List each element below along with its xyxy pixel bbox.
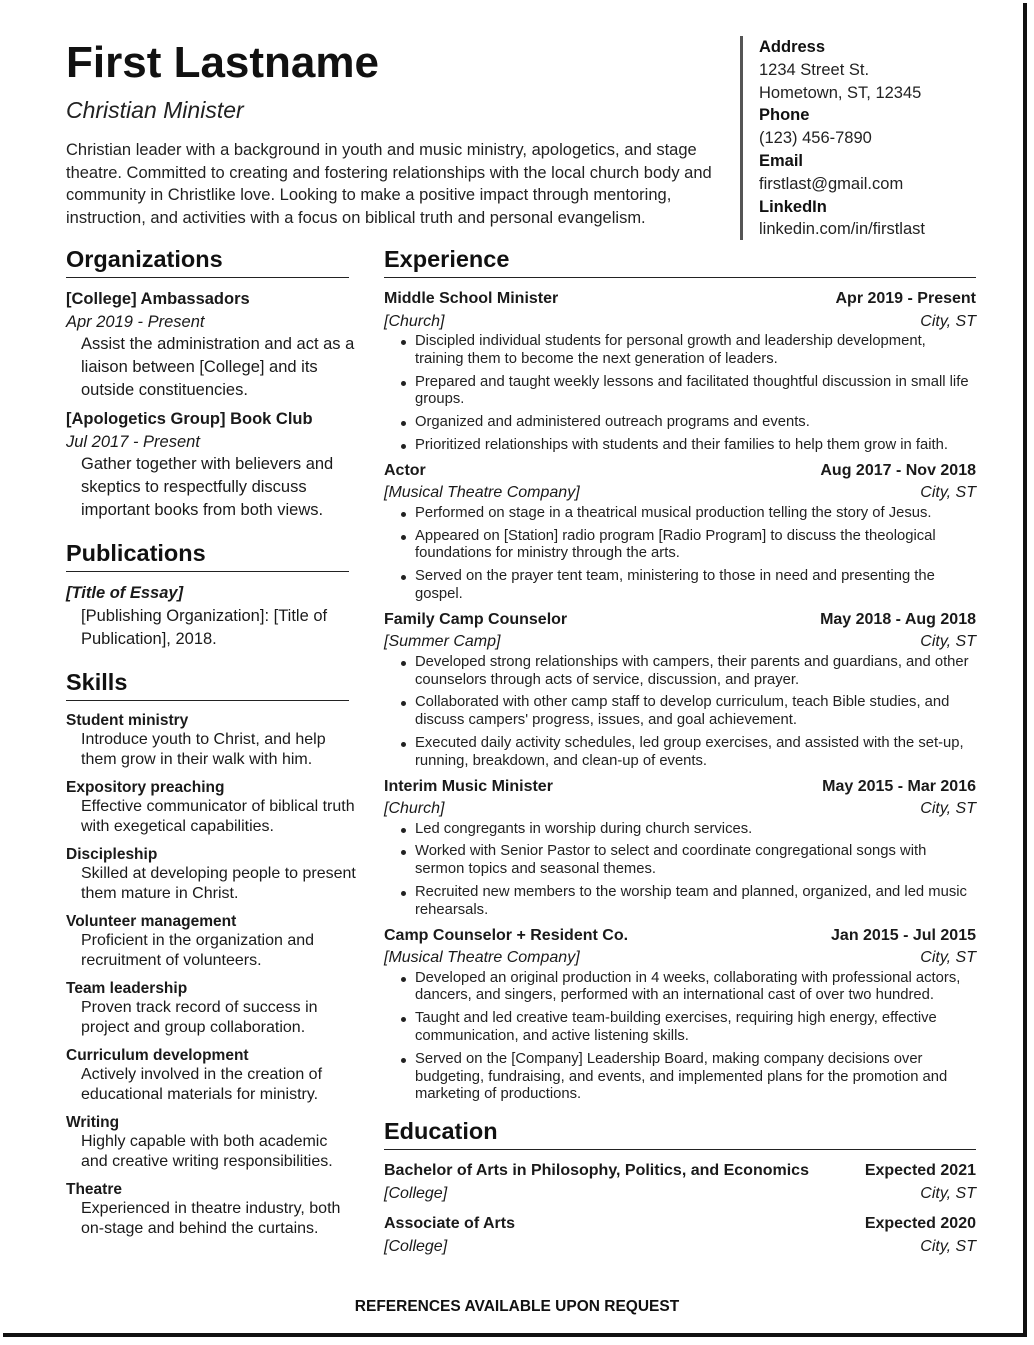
job-bullet: Recruited new members to the worship team and planned, organized, and led music rehearsals.	[415, 884, 976, 920]
candidate-name: First Lastname	[66, 38, 379, 87]
job-dates: Jan 2015 - Jul 2015	[831, 926, 976, 944]
job-title: Camp Counselor + Resident Co.	[384, 926, 629, 944]
publication-item	[66, 582, 356, 651]
job-organization: [Summer Camp]	[384, 633, 501, 651]
experience-heading: Experience	[384, 246, 976, 278]
linkedin-value: linkedin.com/in/firstlast	[759, 220, 925, 239]
organizations-heading: Organizations	[66, 246, 349, 278]
job-location: City, ST	[920, 484, 976, 502]
job-bullet: Taught and led creative team-building exercises, requiring high energy, effective communication, and active listening skills.	[415, 1010, 976, 1046]
skill-desc: Proficient in the organization and recruitment of volunteers.	[81, 931, 315, 969]
address-line-2: Hometown, ST, 12345	[759, 83, 922, 102]
summary: Christian leader with a background in youth and music ministry, apologetics, and stage theatre. Committed to creating and fostering relationships with the local church body and community in Christlike love. Looking to make a positive impact through mentoring, instruction, and activities with a focus on biblical truth and personal evangelism.	[66, 141, 712, 227]
job-entry	[384, 776, 976, 920]
organization-desc: Gather together with believers and skeptics to respectfully discuss important books from both views.	[81, 455, 334, 519]
skill-desc: Skilled at developing people to present them mature in Christ.	[81, 864, 356, 902]
left-column	[66, 246, 356, 1247]
organization-item	[66, 288, 356, 402]
phone-label: Phone	[759, 106, 810, 125]
job-location: City, ST	[920, 800, 976, 818]
job-title: Family Camp Counselor	[384, 610, 568, 628]
job-dates: May 2015 - Mar 2016	[822, 777, 976, 795]
skill-item	[66, 979, 356, 1039]
organization-name: [College] Ambassadors	[66, 290, 250, 308]
job-bullet: Worked with Senior Pastor to select and coordinate congregational songs with sermon topics and seasonal themes.	[415, 843, 976, 879]
job-bullets	[384, 970, 976, 1105]
degree-name: Associate of Arts	[384, 1215, 515, 1233]
organization-name: [Apologetics Group] Book Club	[66, 410, 313, 428]
job-location: City, ST	[920, 949, 976, 967]
skill-name: Discipleship	[66, 845, 158, 863]
skill-item	[66, 912, 356, 972]
skill-item	[66, 845, 356, 905]
references-footer: REFERENCES AVAILABLE UPON REQUEST	[354, 1298, 680, 1315]
job-bullet: Developed strong relationships with campers, their parents and guardians, and other counselors through acts of service, discussion, and prayer.	[415, 654, 976, 690]
job-entry	[384, 460, 976, 604]
education-item	[384, 1160, 976, 1205]
job-bullet: Developed an original production in 4 weeks, collaborating with professional actors, dancers, and singers, performed with an international cast of over two hundred.	[415, 970, 976, 1006]
skill-item	[66, 778, 356, 838]
job-bullet: Prepared and taught weekly lessons and facilitated thoughtful discussion in small life groups.	[415, 374, 976, 410]
email-value: firstlast@gmail.com	[759, 174, 904, 193]
linkedin-label: LinkedIn	[759, 197, 827, 216]
job-organization: [Church]	[384, 312, 445, 330]
skill-desc: Proven track record of success in project and group collaboration.	[81, 998, 318, 1036]
job-bullet: Executed daily activity schedules, led group exercises, and assisted with the set-up, running, breakdown, and clean-up of events.	[415, 735, 976, 771]
school-name: [College]	[384, 1237, 448, 1255]
job-title: Interim Music Minister	[384, 777, 553, 795]
publications-heading: Publications	[66, 540, 349, 572]
job-bullets	[384, 333, 976, 455]
address-line-1: 1234 Street St.	[759, 60, 870, 79]
school-location: City, ST	[920, 1237, 976, 1255]
skill-item	[66, 1113, 356, 1173]
job-title: Actor	[384, 461, 426, 479]
organization-item	[66, 408, 356, 522]
job-bullets	[384, 505, 976, 604]
school-name: [College]	[384, 1184, 448, 1202]
job-bullet: Served on the [Company] Leadership Board, making company decisions over budgeting, fundraising, and events, and implemented plans for the promotion and marketing of productions.	[415, 1051, 976, 1104]
job-title: Middle School Minister	[384, 290, 559, 307]
skill-desc: Highly capable with both academic and creative writing responsibilities.	[81, 1132, 333, 1170]
degree-date: Expected 2020	[864, 1215, 976, 1233]
degree-date: Expected 2021	[864, 1162, 976, 1180]
job-dates: Apr 2019 - Present	[835, 290, 976, 307]
skill-desc: Effective communicator of biblical truth with exegetical capabilities.	[81, 797, 355, 835]
job-entry	[384, 609, 976, 771]
skill-name: Expository preaching	[66, 778, 225, 796]
publication-desc: [Publishing Organization]: [Title of Publication], 2018.	[81, 606, 328, 648]
skill-item	[66, 1046, 356, 1106]
education-heading: Education	[384, 1118, 976, 1150]
job-dates: May 2018 - Aug 2018	[820, 610, 976, 628]
job-bullet: Served on the prayer tent team, ministering to those in need and presenting the gospel.	[415, 568, 976, 604]
publication-title: [Title of Essay]	[66, 584, 184, 602]
job-bullet: Organized and administered outreach programs and events.	[415, 414, 976, 432]
skill-item	[66, 711, 356, 771]
job-entry	[384, 288, 976, 455]
job-dates: Aug 2017 - Nov 2018	[820, 461, 976, 479]
skill-name: Curriculum development	[66, 1046, 249, 1064]
job-bullet: Performed on stage in a theatrical musical production telling the story of Jesus.	[415, 505, 976, 523]
skills-heading: Skills	[66, 669, 349, 701]
phone-value: (123) 456-7890	[759, 129, 872, 148]
job-bullet: Appeared on [Station] radio program [Radio Program] to discuss the theological foundations for ministry through the arts.	[415, 528, 976, 564]
job-bullets	[384, 821, 976, 920]
skill-desc: Actively involved in the creation of educational materials for ministry.	[81, 1065, 323, 1103]
skill-name: Theatre	[66, 1180, 122, 1198]
job-bullet: Prioritized relationships with students and their families to help them grow in faith.	[415, 437, 976, 455]
job-bullets	[384, 654, 976, 771]
candidate-title: Christian Minister	[66, 97, 244, 123]
job-bullet: Discipled individual students for personal growth and leadership development, training them to become the next generation of leaders.	[415, 333, 976, 369]
organization-date: Jul 2017 - Present	[66, 432, 200, 451]
job-location: City, ST	[920, 312, 976, 330]
skill-name: Writing	[66, 1113, 120, 1131]
organization-desc: Assist the administration and act as a liaison between [College] and its outside constituencies.	[81, 335, 355, 399]
skill-item	[66, 1180, 356, 1240]
job-organization: [Musical Theatre Company]	[384, 484, 580, 502]
job-bullet: Collaborated with other camp staff to develop curriculum, teach Bible studies, and discuss campers' progress, issues, and goal achievement.	[415, 694, 976, 730]
job-entry	[384, 925, 976, 1105]
skill-name: Volunteer management	[66, 912, 237, 930]
contact-block	[740, 36, 1000, 240]
job-bullet: Led congregants in worship during church services.	[415, 821, 976, 839]
skill-name: Team leadership	[66, 979, 188, 997]
skill-desc: Experienced in theatre industry, both on-stage and behind the curtains.	[81, 1199, 341, 1237]
email-label: Email	[759, 151, 804, 170]
skill-name: Student ministry	[66, 711, 189, 729]
school-location: City, ST	[920, 1184, 976, 1202]
job-organization: [Musical Theatre Company]	[384, 949, 580, 967]
right-column	[384, 246, 976, 1266]
degree-name: Bachelor of Arts in Philosophy, Politics, and Economics	[384, 1162, 809, 1180]
address-label: Address	[759, 38, 826, 56]
education-item	[384, 1213, 976, 1258]
job-organization: [Church]	[384, 800, 445, 818]
organization-date: Apr 2019 - Present	[66, 312, 205, 331]
skill-desc: Introduce youth to Christ, and help them grow in their walk with him.	[81, 730, 326, 768]
job-location: City, ST	[920, 633, 976, 651]
